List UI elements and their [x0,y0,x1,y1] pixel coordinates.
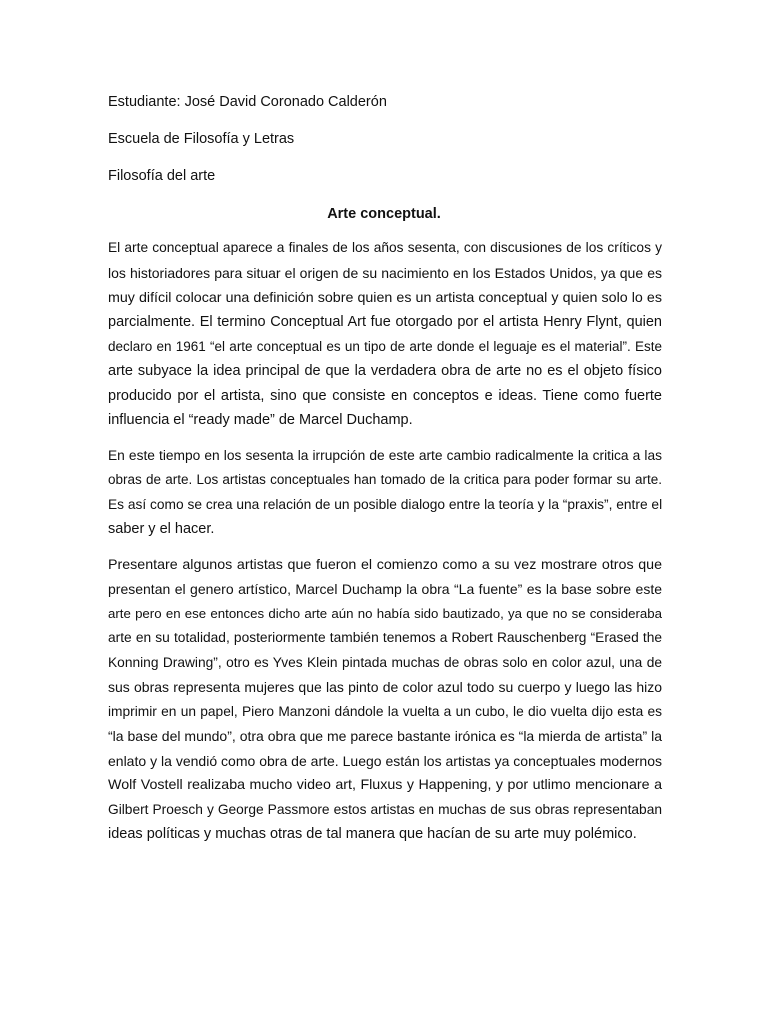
text-line: arte pero en ese entonces dicho arte aún no había sido bautizado, ya que no se consideraba [108,606,662,621]
text-line: producido por el artista, sino que consiste en conceptos e ideas. Tiene como fuerte [108,388,662,404]
text-line: parcialmente. El termino Conceptual Art fue otorgado por el artista Henry Flynt, quien [108,314,662,330]
text-line: imprimir en un papel, Piero Manzoni dándole la vuelta a un cubo, le dio vuelta dijo esta es [108,704,662,719]
text-line: declaro en 1961 “el arte conceptual es un tipo de arte donde el leguaje es el material”. Este [108,339,662,354]
student-name: Estudiante: José David Coronado Calderón [108,94,387,110]
text-line: Presentare algunos artistas que fueron el comienzo como a su vez mostrare otros que [108,557,662,573]
text-line: obras de arte. Los artistas conceptuales han tomado de la critica para poder formar su arte. [108,472,662,487]
text-line: Wolf Vostell realizaba mucho video art, Fluxus y Happening, y por utlimo mencionare a [108,777,662,793]
school-name: Escuela de Filosofía y Letras [108,131,295,147]
text-line: En este tiempo en los sesenta la irrupción de este arte cambio radicalmente la critica a las [108,448,662,463]
text-line: El arte conceptual aparece a finales de los años sesenta, con discusiones de los críticos y [108,240,662,255]
text-line: presentan el genero artístico, Marcel Duchamp la obra “La fuente” es la base sobre este [108,581,662,597]
text-line: los historiadores para situar el origen de su nacimiento en los Estados Unidos, ya que es [108,265,662,281]
text-line: influencia el “ready made” de Marcel Duchamp. [108,412,413,428]
text-line: “la base del mundo”, otra obra que me parece bastante irónica es “la mierda de artista” la [108,728,662,744]
text-line: arte subyace la idea principal de que la verdadera obra de arte no es el objeto físico [108,363,662,379]
text-line: Es así como se crea una relación de un posible dialogo entre la teoría y la “praxis”, entre el [108,497,663,512]
text-line: ideas políticas y muchas otras de tal manera que hacían de su arte muy polémico. [108,826,637,842]
text-line: enlato y la vendió como obra de arte. Luego están los artistas ya conceptuales modernos [108,753,662,769]
text-line: sus obras representa mujeres que las pinto de color azul todo su cuerpo y luego las hizo [108,679,662,695]
course-name: Filosofía del arte [108,168,216,184]
text-line: arte en su totalidad, posteriormente también tenemos a Robert Rauschenberg “Erased the [108,630,662,645]
text-line: muy difícil colocar una definición sobre quien es un artista conceptual y quien solo lo es [108,290,662,306]
text-line: saber y el hacer. [108,521,215,537]
document-title: Arte conceptual. [327,206,441,222]
text-line: Konning Drawing”, otro es Yves Klein pintada muchas de obras solo en color azul, una de [108,655,662,670]
text-line: Gilbert Proesch y George Passmore estos artistas en muchas de sus obras representaban [108,802,662,817]
